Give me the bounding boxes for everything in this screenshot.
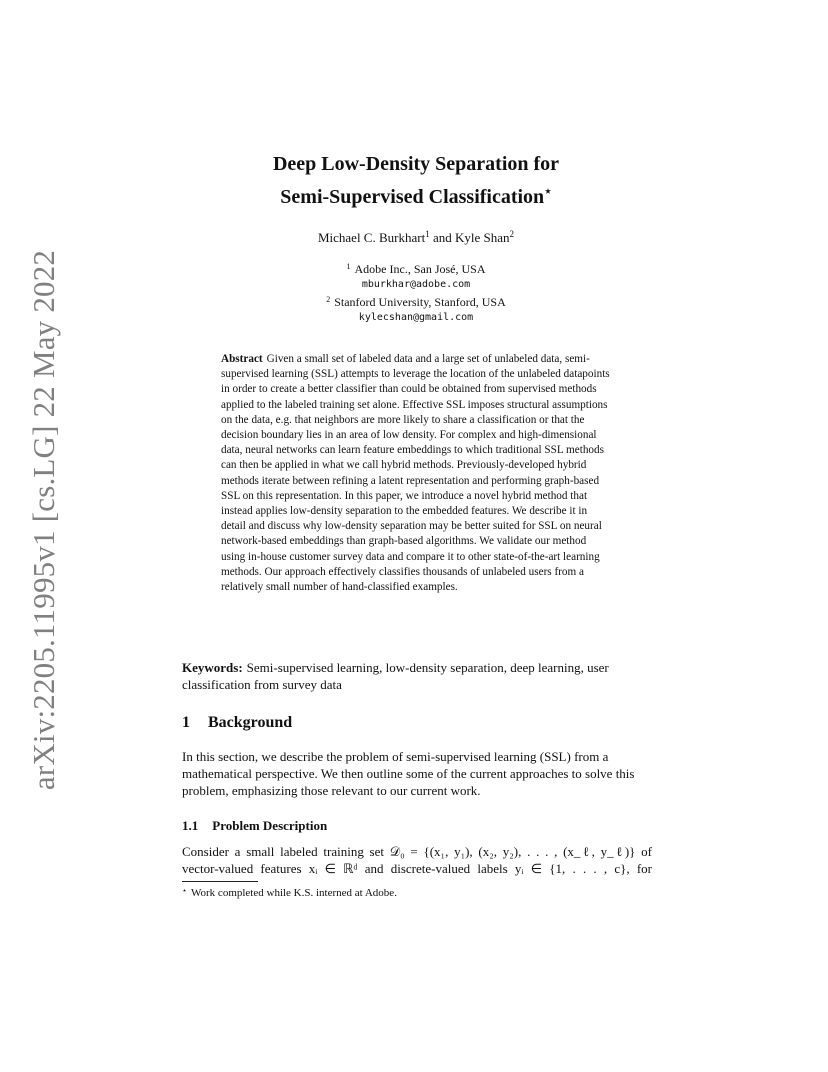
affiliation-1 [180,259,652,277]
keywords-text: Semi-supervised learning, low-density separation, deep learning, user classification from survey data [182,660,609,692]
abstract-text: Given a small set of labeled data and a large set of unlabeled data, semi-supervised learning (SSL) attempts to leverage the location of the unlabeled datapoints in order to create a better classifier than could be obtained from supervised methods applied to the labeled training set alone. Effective SSL imposes structural assumptions on the data, e.g. that neighbors are more likely to share a classification or that the decision boundary lies in an area of low density. For complex and high-dimensional data, neural networks can learn feature embeddings to which traditional SSL methods can then be applied in what we call hybrid methods. Previously-developed hybrid methods iterate between refining a latent representation and performing graph-based SSL on this representation. In this paper, we introduce a novel hybrid method that instead applies low-density separation to the embedded features. We describe it in detail and discuss why low-density separation may be better suited for SSL on neural network-based embeddings than graph-based algorithms. We validate our method using in-house customer survey data and compare it to other state-of-the-art learning methods. Our approach effectively classifies thousands of unlabeled users from a relatively small number of hand-classified examples. [221,353,610,594]
affiliation-2-name: Stanford University, Stanford, USA [334,295,506,309]
title-line-1: Deep Low-Density Separation for [272,153,560,175]
author-1: Michael C. Burkhart [317,230,426,245]
affiliation-2-email: kylecshan@gmail.com [358,312,474,323]
affiliation-1-mark: 1 [346,262,351,271]
footnote [182,886,397,899]
subsection-title: Problem Description [212,818,328,833]
subsection-heading [182,818,327,834]
keywords [182,659,652,693]
author-list [180,229,652,246]
abstract-label: Abstract [221,353,263,365]
footnote-mark: ⋆ [182,886,188,895]
affiliation-2-mark: 2 [326,295,331,304]
subsection-number: 1.1 [182,818,199,833]
paper-title [180,151,652,211]
keywords-label: Keywords: [182,660,243,675]
title-line-2 [180,178,652,211]
title-footnote-marker: ⋆ [544,184,552,198]
section-heading [182,714,292,732]
affiliations [180,259,652,325]
author-2-mark: 2 [509,229,515,239]
abstract [221,352,613,595]
affiliation-2 [180,292,652,310]
author-connector: and [432,230,452,245]
subsection-line-1: Consider a small labeled training set 𝒟₀ = {(x₁, y₁), (x₂, y₂), . . . , (x_ℓ, y_ℓ)} of [182,844,652,859]
section-title: Background [208,714,293,731]
arxiv-identifier: arXiv:2205.11995v1 [cs.LG] 22 May 2022 [26,249,61,791]
author-1-mark: 1 [425,229,430,239]
affiliation-1-email: mburkhar@adobe.com [361,279,471,290]
subsection-paragraph [182,843,652,877]
title-line-2-text: Semi-Supervised Classification [280,186,545,208]
section-paragraph: In this section, we describe the problem of semi-supervised learning (SSL) from a mathematical perspective. We then outline some of the current approaches to solve this problem, emphasizing those relevant to our current work. [182,749,635,798]
affiliation-1-name: Adobe Inc., San José, USA [354,262,486,276]
footnote-text: Work completed while K.S. interned at Adobe. [191,887,397,899]
footnote-rule [182,881,258,882]
arxiv-stamp [24,249,64,791]
subsection-line-2: vector-valued features xᵢ ∈ ℝᵈ and discrete-valued labels yᵢ ∈ {1, . . . , c}, for [182,861,652,876]
author-2: Kyle Shan [454,230,510,245]
section-number: 1 [182,714,190,731]
